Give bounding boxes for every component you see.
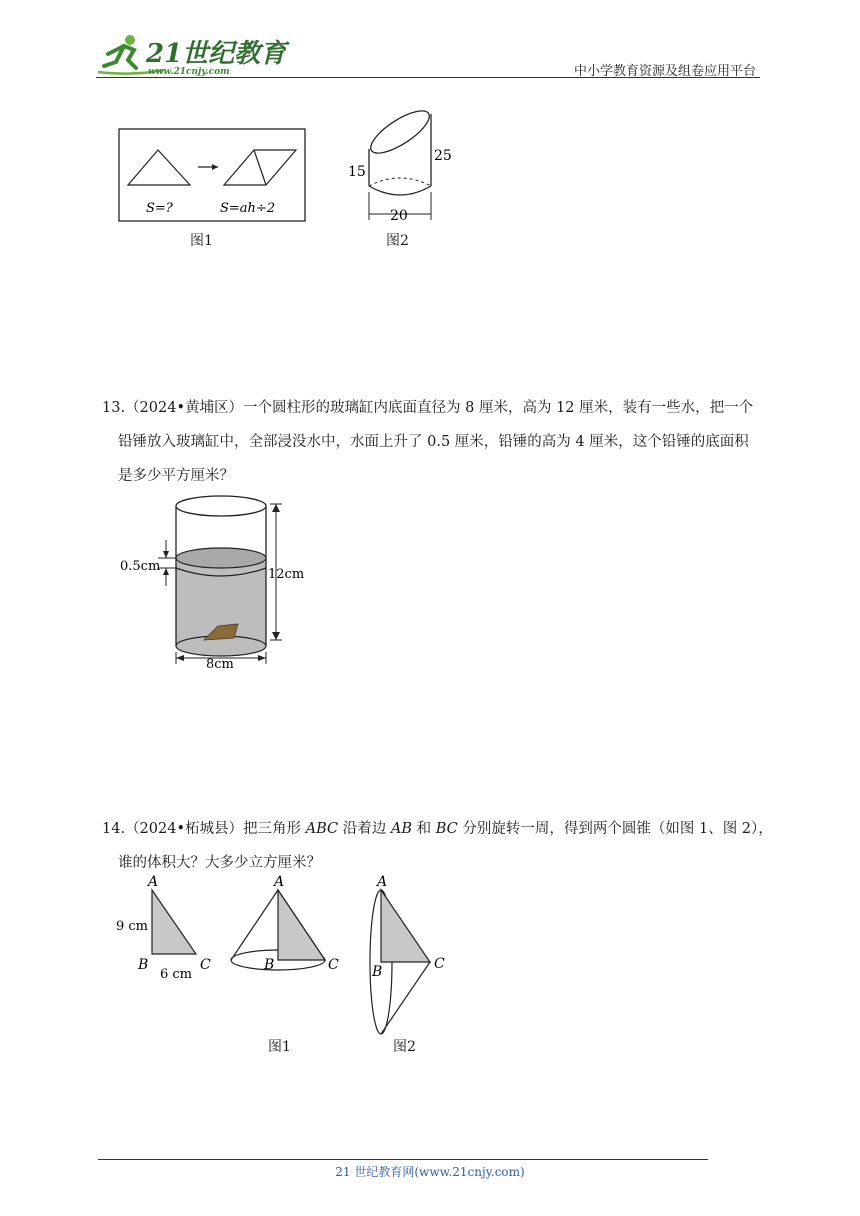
svg-text:B: B [372, 964, 383, 980]
svg-text:C: C [328, 957, 339, 973]
q13-line1: 一个圆柱形的玻璃缸内底面直径为 8 厘米，高为 12 厘米，装有一些水，把一个 [243, 400, 754, 416]
q13-number: 13. [102, 400, 126, 416]
s-formula: S=ah÷2 [220, 201, 276, 216]
header-right-text: 中小学教育资源及组卷应用平台 [573, 64, 756, 79]
svg-text:A: A [148, 874, 159, 890]
height-left-label: 15 [348, 164, 366, 180]
question-13 [102, 391, 762, 493]
q14-number: 14. [102, 821, 126, 837]
fig-top-2 [346, 108, 456, 228]
bc-length-label: 6 cm [160, 967, 193, 982]
q14-fig1-caption: 图1 [268, 1039, 291, 1055]
height-right-label: 25 [434, 148, 452, 164]
question-14: 14.（2024•柘城县）把三角形 ABC 沿着边 AB 和 BC 分别旋转一周，得到两个圆锥（如图 1、图 2）， 谁的体积大？大多少立方厘米？ [102, 812, 762, 880]
footer-text: 21 世纪教育网(www.21cnjy.com) [335, 1165, 525, 1179]
diameter-8cm-label: 8cm [206, 657, 234, 672]
svg-text:B: B [264, 957, 275, 973]
q14-figure [112, 872, 462, 1041]
svg-text:B: B [138, 957, 149, 973]
logo-url-text: www.21cnjy.com [148, 67, 230, 77]
q14-fig2-caption: 图2 [393, 1039, 416, 1055]
q13-line3: 是多少平方厘米？ [118, 468, 234, 484]
logo-text: 21世纪教育 [146, 39, 287, 69]
q13-source: （2024•黄埔区） [125, 400, 244, 416]
header-divider [96, 77, 760, 78]
ab-length-label: 9 cm [116, 919, 149, 934]
rise-label: 0.5cm [120, 559, 161, 574]
q14-line2: 谁的体积大？大多少立方厘米？ [118, 855, 321, 871]
q13-figure [118, 492, 308, 672]
fig-top-1-caption: 图1 [190, 233, 213, 249]
svg-text:C: C [434, 956, 445, 972]
triangle-abc-shape [152, 890, 196, 954]
fig-top-2-caption: 图2 [386, 233, 409, 249]
s-question: S=? [146, 201, 173, 216]
triangle-shape [128, 150, 190, 185]
svg-text:A: A [377, 874, 388, 890]
logo [94, 32, 287, 78]
arrow-right-icon [212, 164, 218, 170]
footer-divider [98, 1159, 708, 1160]
q13-line2: 铅锤放入玻璃缸中，全部浸没水中，水面上升了 0.5 厘米，铅锤的高为 4 厘米，这个铅锤的底面积 [118, 434, 749, 450]
height-12cm-label: 12cm [268, 567, 305, 582]
svg-text:C: C [200, 957, 211, 973]
q14-source: （2024•柘城县） [125, 821, 244, 837]
diameter-label: 20 [390, 208, 408, 224]
svg-text:A: A [274, 874, 285, 890]
fig-top-1 [118, 128, 308, 228]
